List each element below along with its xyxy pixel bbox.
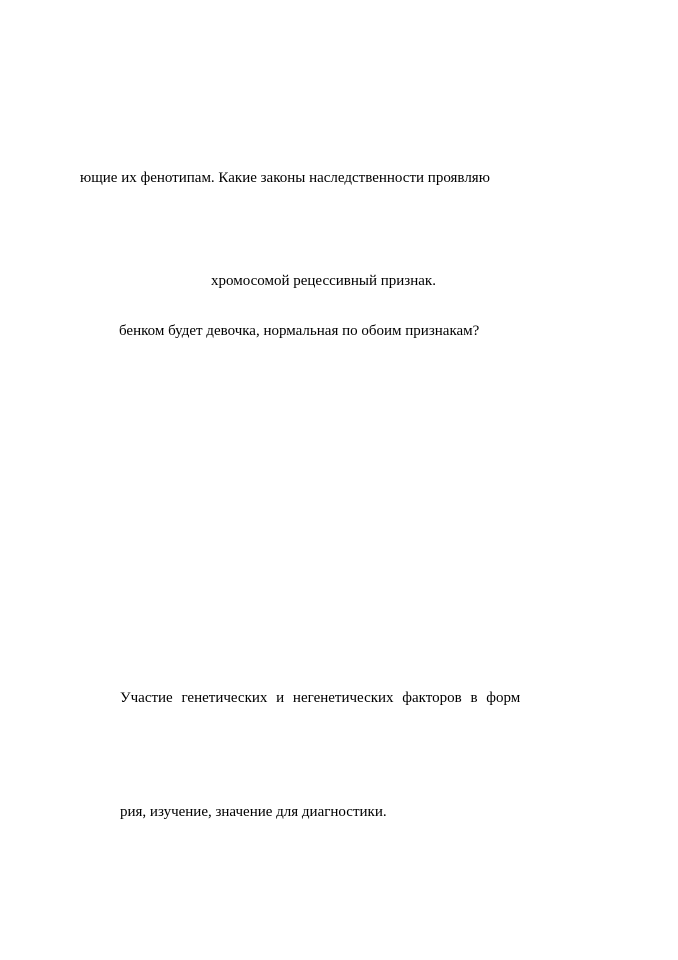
text-line-4: Участие генетических и негенетических факторов в форм <box>120 690 521 706</box>
text-line-3: бенком будет девочка, нормальная по обоим признакам? <box>119 323 480 339</box>
text-line-2: хромосомой рецессивный признак. <box>211 273 436 289</box>
text-line-5: рия, изучение, значение для диагностики. <box>120 804 387 820</box>
text-line-1: ющие их фенотипам. Какие законы наследственности проявляю <box>80 170 490 186</box>
